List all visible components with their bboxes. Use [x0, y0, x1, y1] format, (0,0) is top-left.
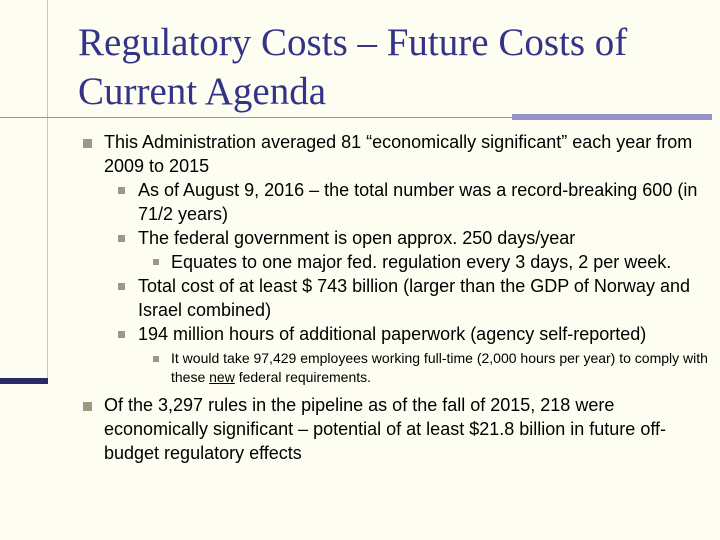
square-bullet-icon — [118, 235, 125, 242]
slide-title — [78, 18, 708, 116]
bullet-paperwork-hours — [80, 322, 710, 346]
bullet-text: Total cost of at least $ 743 billion (larger than the GDP of Norway and Israel combined) — [138, 276, 690, 320]
square-bullet-icon — [83, 402, 92, 411]
bullet-text: Equates to one major fed. regulation every 3 days, 2 per week. — [171, 252, 672, 272]
slide-title-line-2: Current Agenda — [78, 70, 327, 113]
square-bullet-icon — [83, 139, 92, 148]
bullet-text-end: federal requirements. — [234, 369, 372, 385]
left-accent-bar — [0, 378, 48, 384]
bullet-text: Of the 3,297 rules in the pipeline as of the fall of 2015, 218 were economically significant – potential of at least $21.8 billion in future off-budget regulatory effects — [104, 395, 666, 463]
bullet-employees-needed — [80, 349, 710, 387]
bullet-total-cost — [80, 274, 710, 322]
bullet-record-breaking-600 — [80, 178, 710, 226]
bullet-text: As of August 9, 2016 – the total number was a record-breaking 600 (in 71/2 years) — [138, 180, 698, 224]
square-bullet-icon — [153, 356, 159, 362]
square-bullet-icon — [118, 331, 125, 338]
square-bullet-icon — [118, 283, 125, 290]
slide-title-line-1: Regulatory Costs – Future Costs of — [78, 21, 628, 64]
square-bullet-icon — [118, 187, 125, 194]
bullet-text: 194 million hours of additional paperwork (agency self-reported) — [138, 324, 647, 344]
bullet-text-start: It would take 97,429 employees working full-time (2,000 hours per year) to comply with these — [171, 350, 708, 385]
bullet-government-open-days — [80, 226, 710, 250]
square-bullet-icon — [153, 259, 159, 265]
bullet-text: The federal government is open approx. 250 days/year — [138, 228, 576, 248]
bullet-administration-average — [80, 130, 710, 178]
slide-body — [80, 130, 710, 465]
bullet-regulation-frequency — [80, 250, 710, 274]
left-decorative-rule — [47, 0, 48, 384]
bullet-text-underlined: new — [209, 369, 235, 385]
bullet-rules-in-pipeline — [80, 393, 710, 465]
bullet-text: This Administration averaged 81 “economically significant” each year from 2009 to 2015 — [104, 132, 693, 176]
